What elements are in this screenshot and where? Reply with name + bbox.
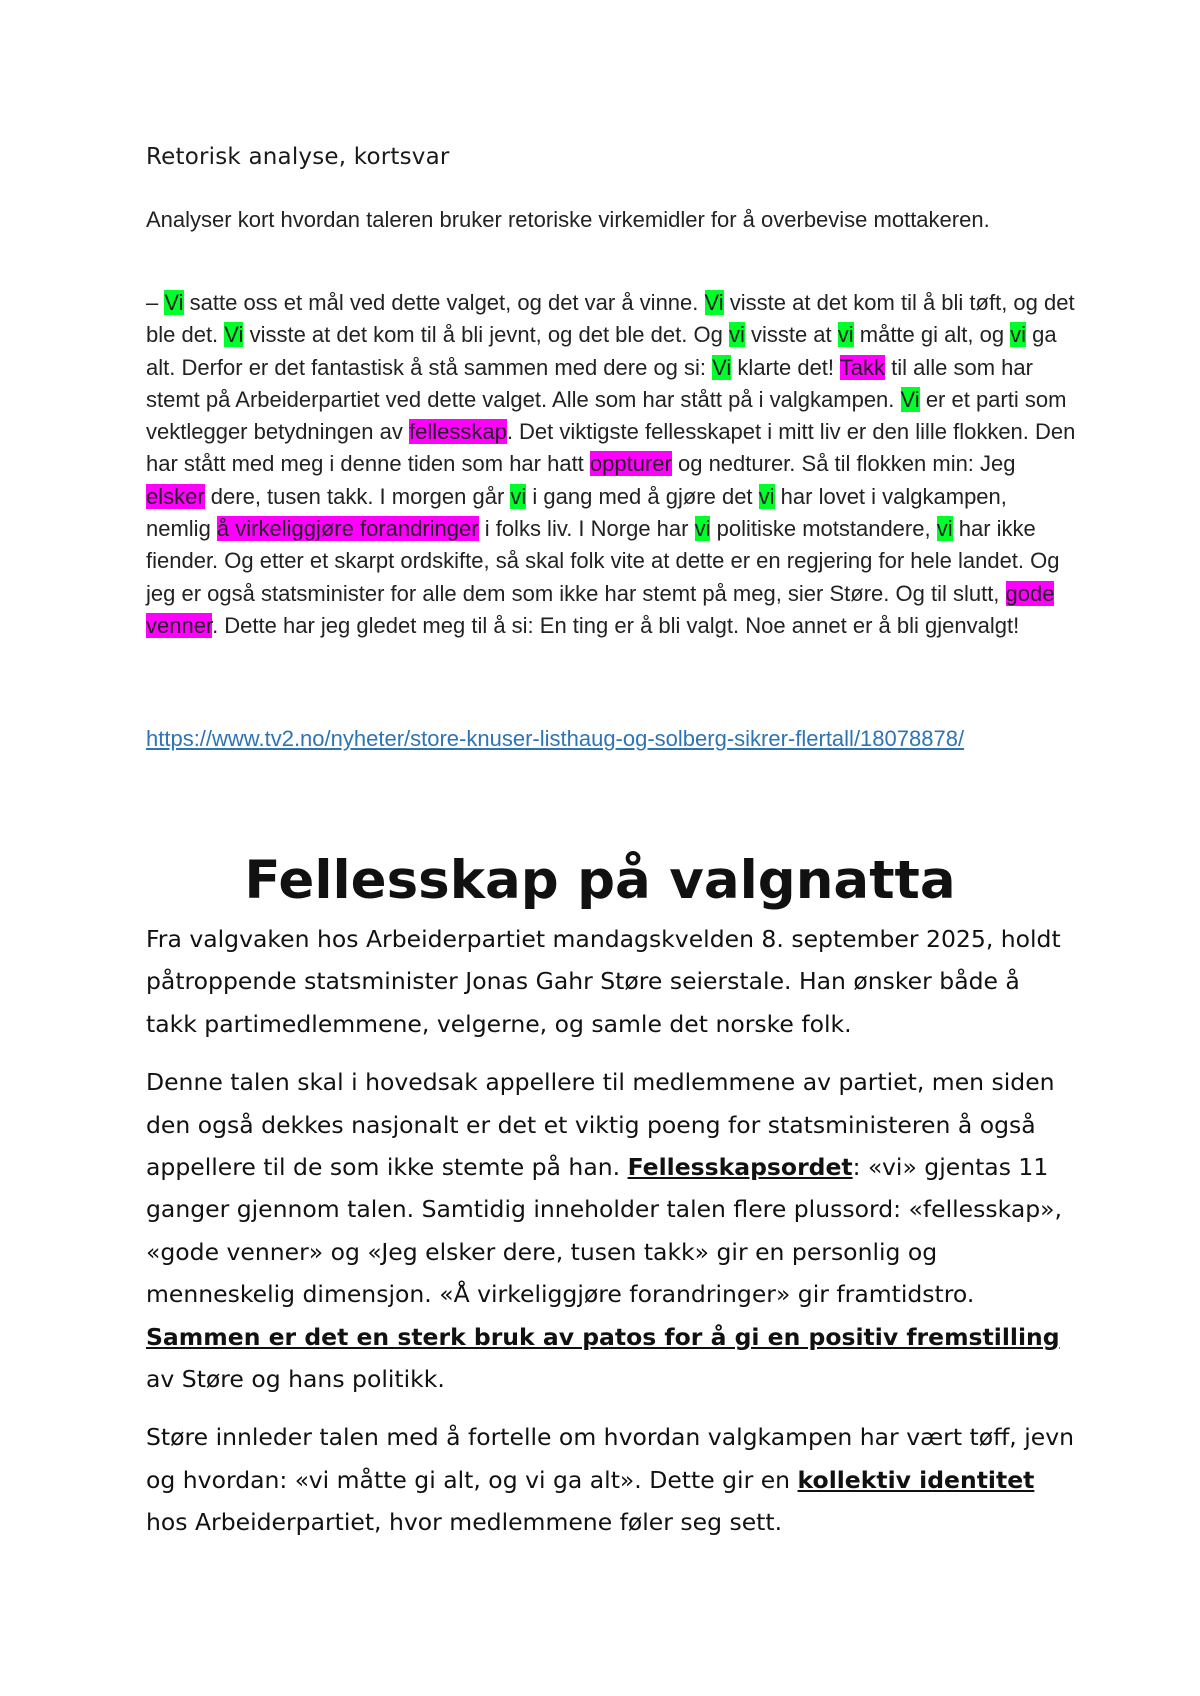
quote-text: har lovet i valgkampen, nemlig (146, 483, 1007, 542)
quote-text: ga alt. Derfor er det fantastisk å stå sammen med dere og si: (146, 322, 1057, 380)
highlight-plussord: oppturer (589, 451, 672, 477)
term-kollektiv-identitet: kollektiv identitet (797, 1465, 1035, 1494)
highlight-vi: Vi (164, 290, 184, 315)
term-fellesskapsordet: Fellesskapsordet (627, 1153, 853, 1182)
highlight-vi: Vi (704, 290, 724, 315)
task-instruction: Analyser kort hvordan taleren bruker retoriske virkemidler for å overbevise mottakeren. (146, 207, 990, 232)
quote-text: måtte gi alt, og (853, 322, 1011, 348)
paragraph-identity: Støre innleder talen med å fortelle om hvordan valgkampen har vært tøff, jevn og hvordan: «vi måtte gi alt, og vi ga alt». Dette gir en kollektiv identitet hos Arbeiderpartiet, hvor medlemmene føler seg sett. (146, 1423, 1075, 1537)
quote-text: er et parti som vektlegger betydningen av (146, 386, 1067, 445)
highlight-vi: Vi (900, 386, 920, 412)
highlight-vi: vi (936, 516, 953, 542)
quote-text: visste at (744, 322, 838, 348)
quote-text: . Det viktigste fellesskapet i mitt liv er den lille flokken. Den har stått med meg i denne tiden som har hatt (146, 419, 1076, 477)
term-patos: Sammen er det en sterk bruk av patos for å gi en positiv fremstilling (146, 1322, 1060, 1351)
highlight-plussord: Takk (839, 354, 885, 380)
quote-text: visste at det kom til å bli tøft, og det ble det. (146, 290, 1075, 348)
quote-text: dere, tusen takk. I morgen går (204, 483, 511, 509)
quote-text: og nedturer. Så til flokken min: Jeg (671, 451, 1016, 477)
highlight-vi: Vi (224, 322, 244, 348)
highlight-vi: vi (694, 516, 711, 542)
highlight-vi: vi (837, 322, 854, 348)
source-link[interactable]: https://www.tv2.no/nyheter/store-knuser-listhaug-og-solberg-sikrer-flertall/18078878/ (146, 726, 965, 751)
quote-text: visste at det kom til å bli jevnt, og det ble det. Og (243, 322, 729, 348)
highlight-vi: Vi (712, 354, 732, 380)
quote-text: i folks liv. I Norge har (478, 516, 695, 542)
highlight-plussord: å virkeliggjøre forandringer (216, 516, 479, 542)
paragraph-appeal: Denne talen skal i hovedsak appellere til medlemmene av partiet, men siden den også dekkes nasjonalt er det et viktig poeng for statsministeren å også appellere til de som ikke stemte på han. Fellesskapsordet: «vi» gjentas 11 ganger gjennom talen. Samtidig inneholder talen flere plussord: «fellesskap», «gode venner» og «Jeg elsker dere, tusen takk» gir en personlig og menneskelig dimensjon. «Å virkeliggjøre forandringer» gir framtidstro. Sammen er det en sterk bruk av patos for å gi en positiv fremstilling av Støre og hans politikk. (146, 1068, 1062, 1394)
paragraph-intro: Fra valgvaken hos Arbeiderpartiet mandagskvelden 8. september 2025, holdt påtroppende statsminister Jonas Gahr Støre seierstale. Han ønsker både å takk partimedlemmene, velgerne, og samle det norske folk. (146, 925, 1061, 1038)
document-title: Retorisk analyse, kortsvar (146, 144, 450, 170)
quote-text: politiske motstandere, (710, 516, 937, 542)
quote-text: har ikke fiender. Og etter et skarpt ordskifte, så skal folk vite at dette er en regjering for hele landet. Og jeg er også statsminister for alle dem som ikke har stemt på meg, sier Støre. Og til slutt, (146, 516, 1060, 606)
quote-text: klarte det! (731, 354, 840, 380)
quote-text: til alle som har stemt på Arbeiderpartiet ved dette valget. Alle som har stått på i valgkampen. (146, 354, 1033, 412)
quote-text: i gang med å gjøre det (526, 483, 759, 509)
speech-quote (146, 287, 1076, 642)
highlight-vi: vi (758, 483, 775, 509)
highlight-plussord: elsker (146, 483, 205, 509)
article-body (146, 918, 1076, 1560)
quote-text: satte oss et mål ved dette valget, og det var å vinne. (183, 290, 705, 315)
highlight-plussord: gode venner (146, 580, 1055, 638)
highlight-vi: vi (510, 483, 527, 509)
quote-text: . Dette har jeg gledet meg til å si: En ting er å bli valgt. Noe annet er å bli gjenvalgt! (212, 612, 1020, 638)
article-headline: Fellesskap på valgnatta (244, 850, 956, 911)
highlight-vi: vi (1010, 322, 1027, 348)
quote-text: – (146, 290, 165, 315)
highlight-vi: vi (728, 322, 745, 348)
highlight-plussord: fellesskap (408, 419, 507, 445)
